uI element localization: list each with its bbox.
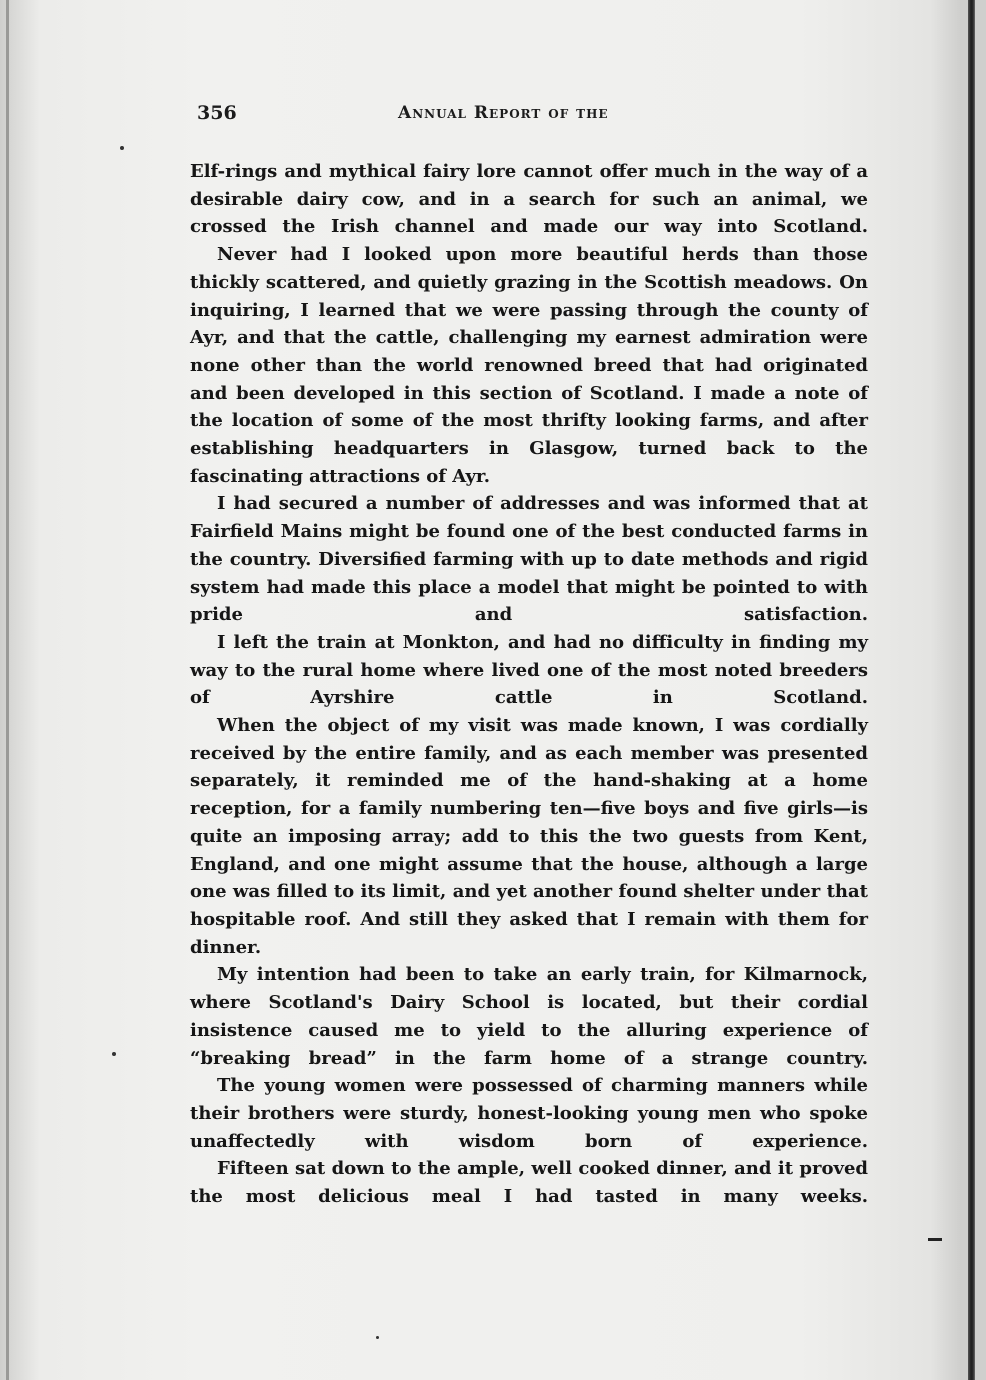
- paragraph: The young women were possessed of charming manners while their brothers were sturdy, honest-looking young men who spoke unaffectedly with wisdom born of experience.: [190, 1075, 868, 1152]
- paragraph: Never had I looked upon more beautiful herds than those thickly scattered, and quietly grazing in the Scottish meadows. On inquiring, I learned that we were passing through the county of Ayr, and that the cattle, challenging my earnest admiration were none other than the world renowned breed that had originated and been developed in this section of Scotland. I made a note of the location of some of the most thrifty looking farms, and after establishing headquarters in Glasgow, turned back to the fascinating attractions of Ayr.: [190, 244, 868, 487]
- page-gutter-shadow: [6, 0, 9, 1380]
- print-speck: [120, 146, 124, 150]
- paragraph: Elf-rings and mythical fairy lore cannot offer much in the way of a desirable dairy cow, and in a search for such an animal, we crossed the Irish channel and made our way into Scotland.: [190, 161, 868, 238]
- print-speck: [112, 1052, 116, 1056]
- paragraph: I left the train at Monkton, and had no difficulty in finding my way to the rural home where lived one of the most noted breeders of Ayrshire cattle in Scotland.: [190, 631, 868, 709]
- paragraph: When the object of my visit was made known, I was cordially received by the entire family, and as each member was presented separately, it reminded me of the hand-shaking at a home reception, for a family numbering ten—five boys and five girls—is quite an imposing array; add to this the two guests from Kent, England, and one might assume that the house, although a large one was filled to its limit, and yet another found shelter under that hospitable roof. And still they asked that I remain with them for dinner.: [190, 715, 868, 958]
- running-head: Annual Report of the: [398, 103, 609, 123]
- page-binding-edge: [968, 0, 975, 1380]
- page-number: 356: [197, 102, 237, 124]
- paragraph: My intention had been to take an early train, for Kilmarnock, where Scotland's Dairy School is located, but their cordial insistence caused me to yield to the alluring experience of “breaking bread” in the farm home of a strange country.: [190, 964, 868, 1069]
- paragraph: Fifteen sat down to the ample, well cooked dinner, and it proved the most delicious meal I had tasted in many weeks.: [190, 1158, 868, 1208]
- page-header: [190, 102, 870, 130]
- paragraph: I had secured a number of addresses and was informed that at Fairfield Mains might be found one of the best conducted farms in the country. Diversified farming with up to date methods and rigid system had made this place a model that might be pointed to with pride and satisfaction.: [190, 493, 868, 626]
- margin-mark: [928, 1238, 942, 1241]
- print-speck: [376, 1336, 379, 1339]
- body-text: [190, 158, 868, 1211]
